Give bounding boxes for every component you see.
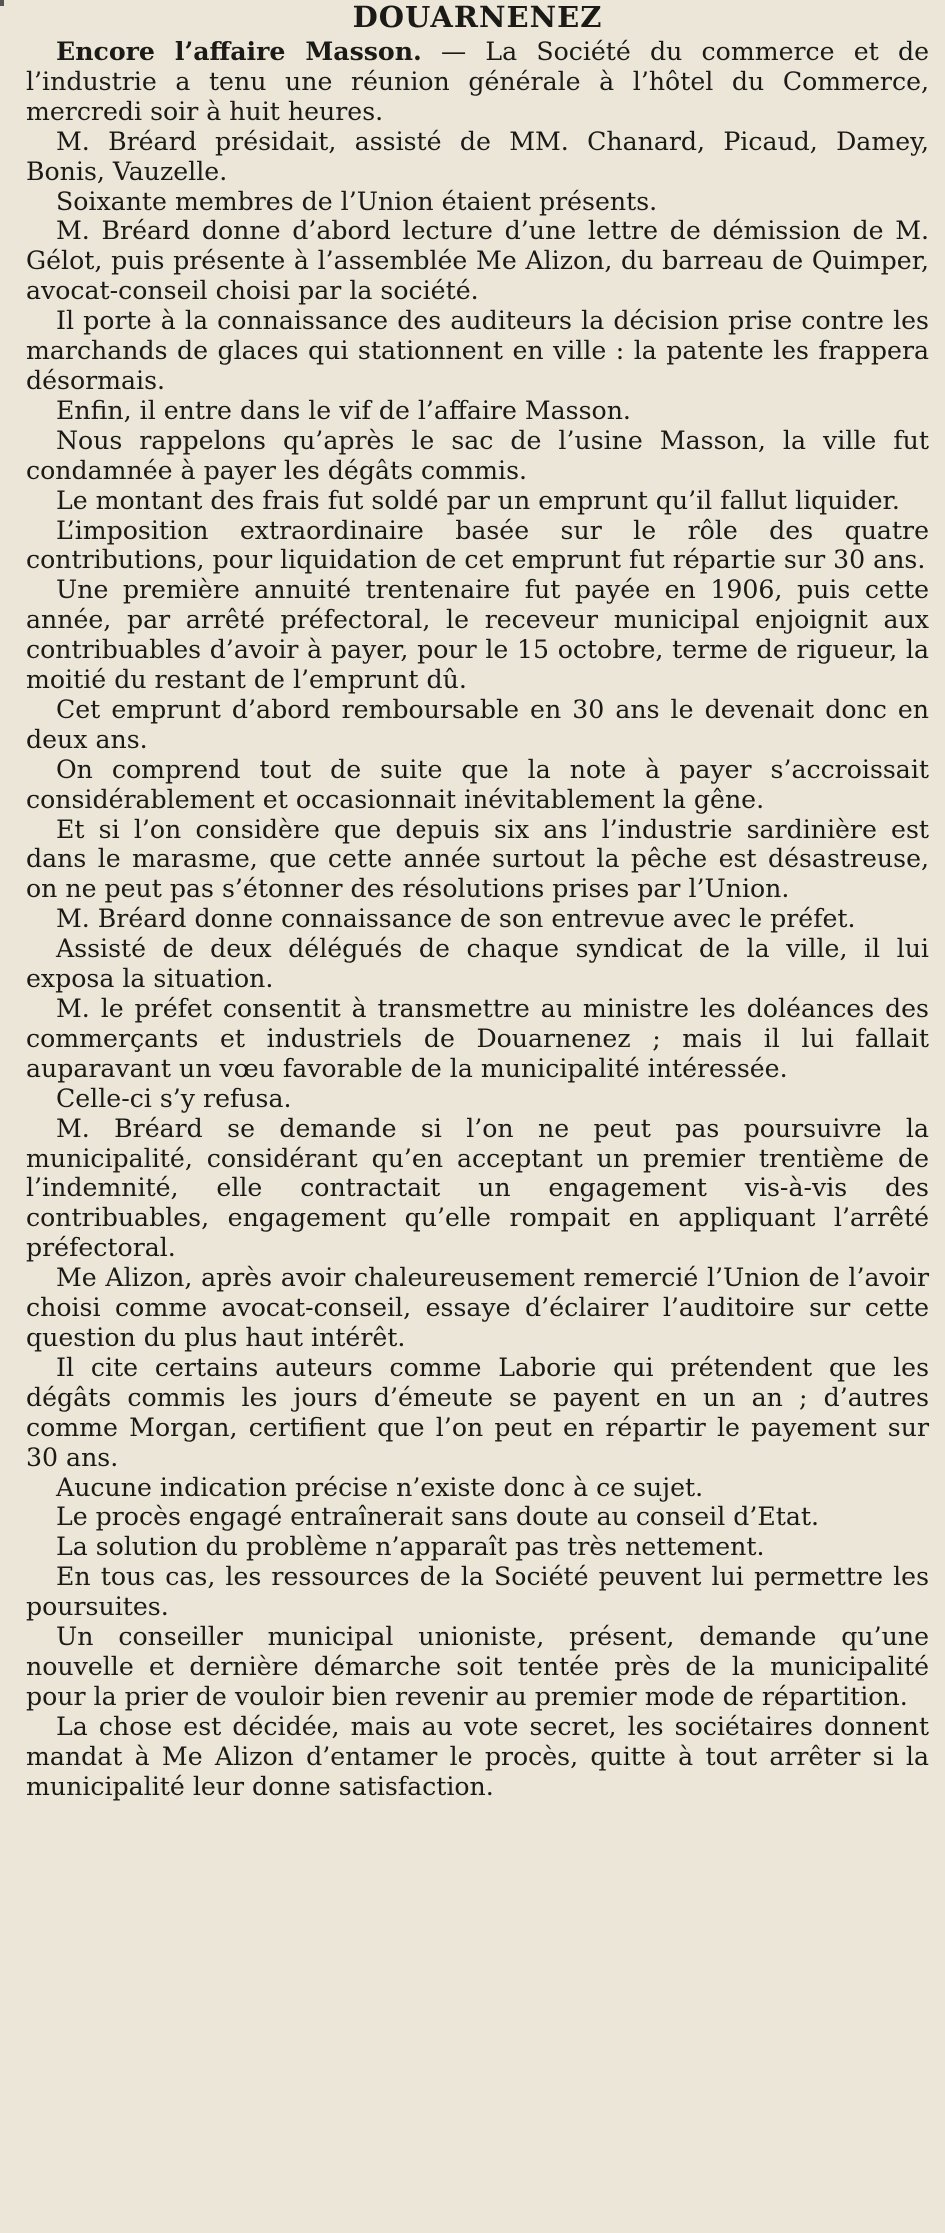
article-paragraph: L’imposition extraordinaire basée sur le rôle des quatre contributions, pour liquidation de cet emprunt fut répartie sur 30 ans. (26, 515, 929, 575)
article-body (26, 37, 929, 1801)
article-paragraph: M. Bréard présidait, assisté de MM. Chanard, Picaud, Damey, Bonis, Vauzelle. (26, 126, 929, 186)
article-paragraph: M. le préfet consentit à transmettre au ministre les doléances des commerçants et industriels de Douarnenez ; mais il lui fallait auparavant un vœu favorable de la municipalité intéressée. (26, 994, 929, 1083)
article-paragraph: La solution du problème n’apparaît pas très nettement. (56, 1532, 765, 1562)
article-paragraph: Cet emprunt d’abord remboursable en 30 ans le devenait donc en deux ans. (26, 694, 929, 754)
article-paragraph: Et si l’on considère que depuis six ans l’industrie sardinière est dans le marasme, que cette année surtout la pêche est désastreuse, on ne peut pas s’étonner des résolutions prises par l’Union. (26, 814, 929, 904)
article-heading: DOUARNENEZ (352, 0, 603, 34)
article-paragraph: Nous rappelons qu’après le sac de l’usine Masson, la ville fut condamnée à payer les dégâts commis. (26, 425, 929, 485)
article-paragraph: Enfin, il entre dans le vif de l’affaire Masson. (56, 395, 631, 425)
article-paragraph: Me Alizon, après avoir chaleureusement remercié l’Union de l’avoir choisi comme avocat-conseil, essaye d’éclairer l’auditoire sur cette question du plus haut intérêt. (26, 1263, 929, 1352)
print-mark (0, 0, 4, 6)
article-paragraph: Il cite certains auteurs comme Laborie qui prétendent que les dégâts commis les jours d’émeute se payent en un an ; d’autres comme Morgan, certifient que l’on peut en répartir le payement sur 30 ans. (26, 1352, 929, 1472)
article-paragraph-text: — La Société du commerce et de l’industrie a tenu une réunion générale à l’hôtel du Commerce, mercredi soir à huit heures. (26, 37, 929, 126)
article-paragraph: En tous cas, les ressources de la Société peuvent lui permettre les poursuites. (26, 1562, 929, 1622)
article-lead: Encore l’affaire Masson. (56, 36, 422, 66)
article-paragraph: Soixante membres de l’Union étaient présents. (56, 186, 658, 216)
article-paragraph: La chose est décidée, mais au vote secret, les sociétaires donnent mandat à Me Alizon d’entamer le procès, quitte à tout arrêter si la municipalité leur donne satisfaction. (26, 1711, 929, 1801)
article-paragraph: Assisté de deux délégués de chaque syndicat de la ville, il lui exposa la situation. (26, 934, 929, 994)
article-paragraph: Le procès engagé entraînerait sans doute au conseil d’Etat. (56, 1502, 820, 1532)
article-paragraph: M. Bréard donne connaissance de son entrevue avec le préfet. (56, 904, 856, 934)
article-paragraph: Une première annuité trentenaire fut payée en 1906, puis cette année, par arrêté préfectoral, le receveur municipal enjoignit aux contribuables d’avoir à payer, pour le 15 octobre, terme de rigueur, la moitié du restant de l’emprunt dû. (26, 575, 929, 695)
article-paragraph: M. Bréard se demande si l’on ne peut pas poursuivre la municipalité, considérant qu’en acceptant un premier trentième de l’indemnité, elle contractait un engagement vis-à-vis des contribuables, engagement qu’elle rompait en appliquant l’arrêté préfectoral. (26, 1113, 929, 1263)
article-paragraph: Aucune indication précise n’existe donc à ce sujet. (56, 1472, 704, 1502)
article-paragraph: M. Bréard donne d’abord lecture d’une lettre de démission de M. Gélot, puis présente à l’assemblée Me Alizon, du barreau de Quimper, avocat-conseil choisi par la société. (26, 216, 929, 306)
article-paragraph: Le montant des frais fut soldé par un emprunt qu’il fallut liquider. (56, 485, 900, 515)
article-paragraph (26, 37, 929, 127)
article-paragraph: Il porte à la connaissance des auditeurs la décision prise contre les marchands de glaces qui stationnent en ville : la patente les frappera désormais. (26, 306, 929, 395)
article-paragraph: On comprend tout de suite que la note à payer s’accroissait considérablement et occasionnait inévitablement la gêne. (26, 754, 929, 814)
article-paragraph: Un conseiller municipal unioniste, présent, demande qu’une nouvelle et dernière démarche soit tentée près de la municipalité pour la prier de vouloir bien revenir au premier mode de répartition. (26, 1622, 929, 1711)
article-paragraph: Celle-ci s’y refusa. (56, 1083, 292, 1113)
